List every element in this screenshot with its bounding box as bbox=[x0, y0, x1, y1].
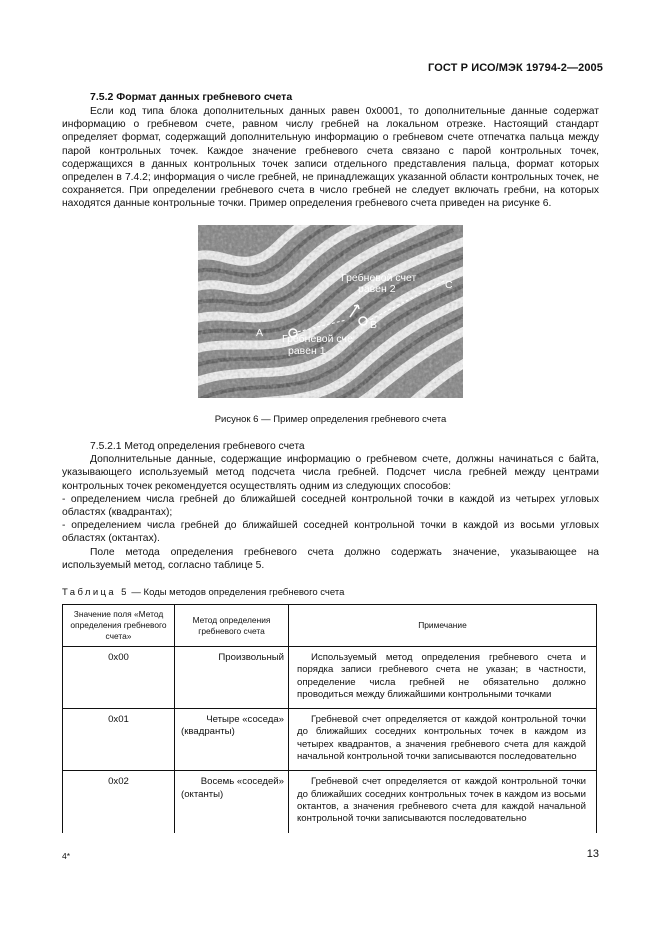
subsection-closing: Поле метода определения гребневого счета должно содержать значение, указывающее на используемый метод, согласно таблице 5. bbox=[62, 546, 599, 571]
cell-code: 0x01 bbox=[63, 709, 175, 771]
table-header-row bbox=[63, 605, 597, 647]
method-line: Четыре «соседа» bbox=[206, 714, 284, 726]
cell-method bbox=[175, 647, 289, 709]
note-text: Гребневой счет определяется от каждой контрольной точки до ближайших соседних контрольных точек в каждом из четырех квадрантов, а значения гребневого счета для каждой начальной контрольной точки записываются последовательно bbox=[297, 714, 586, 763]
cell-note bbox=[289, 771, 597, 833]
label-point-a: A bbox=[256, 327, 264, 339]
section-paragraph: Если код типа блока дополнительных данных равен 0x0001, то дополнительные данные содержат информацию о гребневом счете, равном числу гребней на локальном отрезке. Настоящий стандарт определяет формат, содержащий дополнительную информацию о гребневом счете отпечатка пальца между парой контрольных точек. Каждое значение гребневого счета связано с парой контрольных точек, содержащихся в данных контрольных точек записи отдельного представления пальца, формат которых определен в 7.4.2; информация о числе гребней, не принадлежащих указанной области контрольных точек, не сохраняется. При определении гребневого счета в число гребней не следует включать гребни, на которых находятся данные контрольные точки. Пример определения гребневого счета приведен на рисунке 6. bbox=[62, 106, 599, 210]
label-count-ab-line1: Гребневой сче bbox=[282, 333, 353, 345]
cell-method bbox=[175, 771, 289, 833]
label-count-bc-line2: равен 2 bbox=[358, 283, 396, 295]
fingerprint-figure bbox=[198, 225, 463, 398]
sheet-mark: 4* bbox=[62, 851, 71, 861]
subsection-heading: 7.5.2.1 Метод определения гребневого счета bbox=[90, 441, 305, 452]
table-row bbox=[63, 647, 597, 709]
method-line: Произвольный bbox=[218, 652, 284, 663]
column-header-method: Метод определения гребневого счета bbox=[175, 605, 289, 647]
cell-note bbox=[289, 709, 597, 771]
subsection-list-item: - определением числа гребней до ближайшей соседней контрольной точки в каждой из восьми угловых областях (октантах). bbox=[62, 520, 599, 545]
cell-code: 0x00 bbox=[63, 647, 175, 709]
ridge-count-methods-table bbox=[62, 604, 597, 833]
table-title bbox=[62, 587, 344, 598]
table-number: Таблица 5 bbox=[62, 587, 129, 598]
label-count-ab-line2: равен 1 bbox=[288, 345, 326, 357]
label-count-bc-line1: Гребневой счет bbox=[341, 272, 417, 284]
subsection-list-item: - определением числа гребней до ближайшей соседней контрольной точки в каждой из четырех угловых областях (квадрантах); bbox=[62, 493, 599, 519]
column-header-note: Примечание bbox=[289, 605, 597, 647]
label-point-b: B bbox=[370, 319, 378, 331]
note-text: Гребневой счет определяется от каждой контрольной точки до ближайших соседних контрольных точек в каждом из восьми октантов, а значения гребневого счета для каждой начальной контрольной точки записываются последовательно bbox=[297, 776, 586, 825]
label-point-c: C bbox=[445, 279, 453, 291]
subsection-body bbox=[62, 440, 599, 572]
table-caption: — Коды методов определения гребневого счета bbox=[128, 587, 345, 598]
column-header-code: Значение поля «Метод определения гребневого счета» bbox=[63, 605, 175, 647]
table-row bbox=[63, 709, 597, 771]
page-number: 13 bbox=[586, 848, 599, 860]
cell-note bbox=[289, 647, 597, 709]
figure-caption: Рисунок 6 — Пример определения гребневого счета bbox=[214, 414, 447, 425]
section-body bbox=[62, 105, 599, 211]
cell-method bbox=[175, 709, 289, 771]
subsection-intro: Дополнительные данные, содержащие информацию о гребневом счете, должны начинаться с байта, указывающего используемый метод подсчета числа гребней. Подсчет числа гребней между центрами контрольных точек рекомендуется осуществлять одним из следующих способов: bbox=[62, 454, 599, 492]
fingerprint-image bbox=[198, 225, 463, 398]
note-text: Используемый метод определения гребневого счета и порядка записи гребневого счета не указан; в частности, определение числа гребней не обязательно должно проводиться между ближайшими контрольными точками bbox=[297, 652, 586, 700]
table-row bbox=[63, 771, 597, 833]
document-header: ГОСТ Р ИСО/МЭК 19794-2—2005 bbox=[428, 62, 603, 74]
section-heading: 7.5.2 Формат данных гребневого счета bbox=[90, 91, 293, 103]
method-line: (квадранты) bbox=[181, 726, 235, 738]
method-line: Восемь «соседей» bbox=[200, 776, 284, 788]
cell-code: 0x02 bbox=[63, 771, 175, 833]
method-line: (октанты) bbox=[181, 788, 224, 800]
